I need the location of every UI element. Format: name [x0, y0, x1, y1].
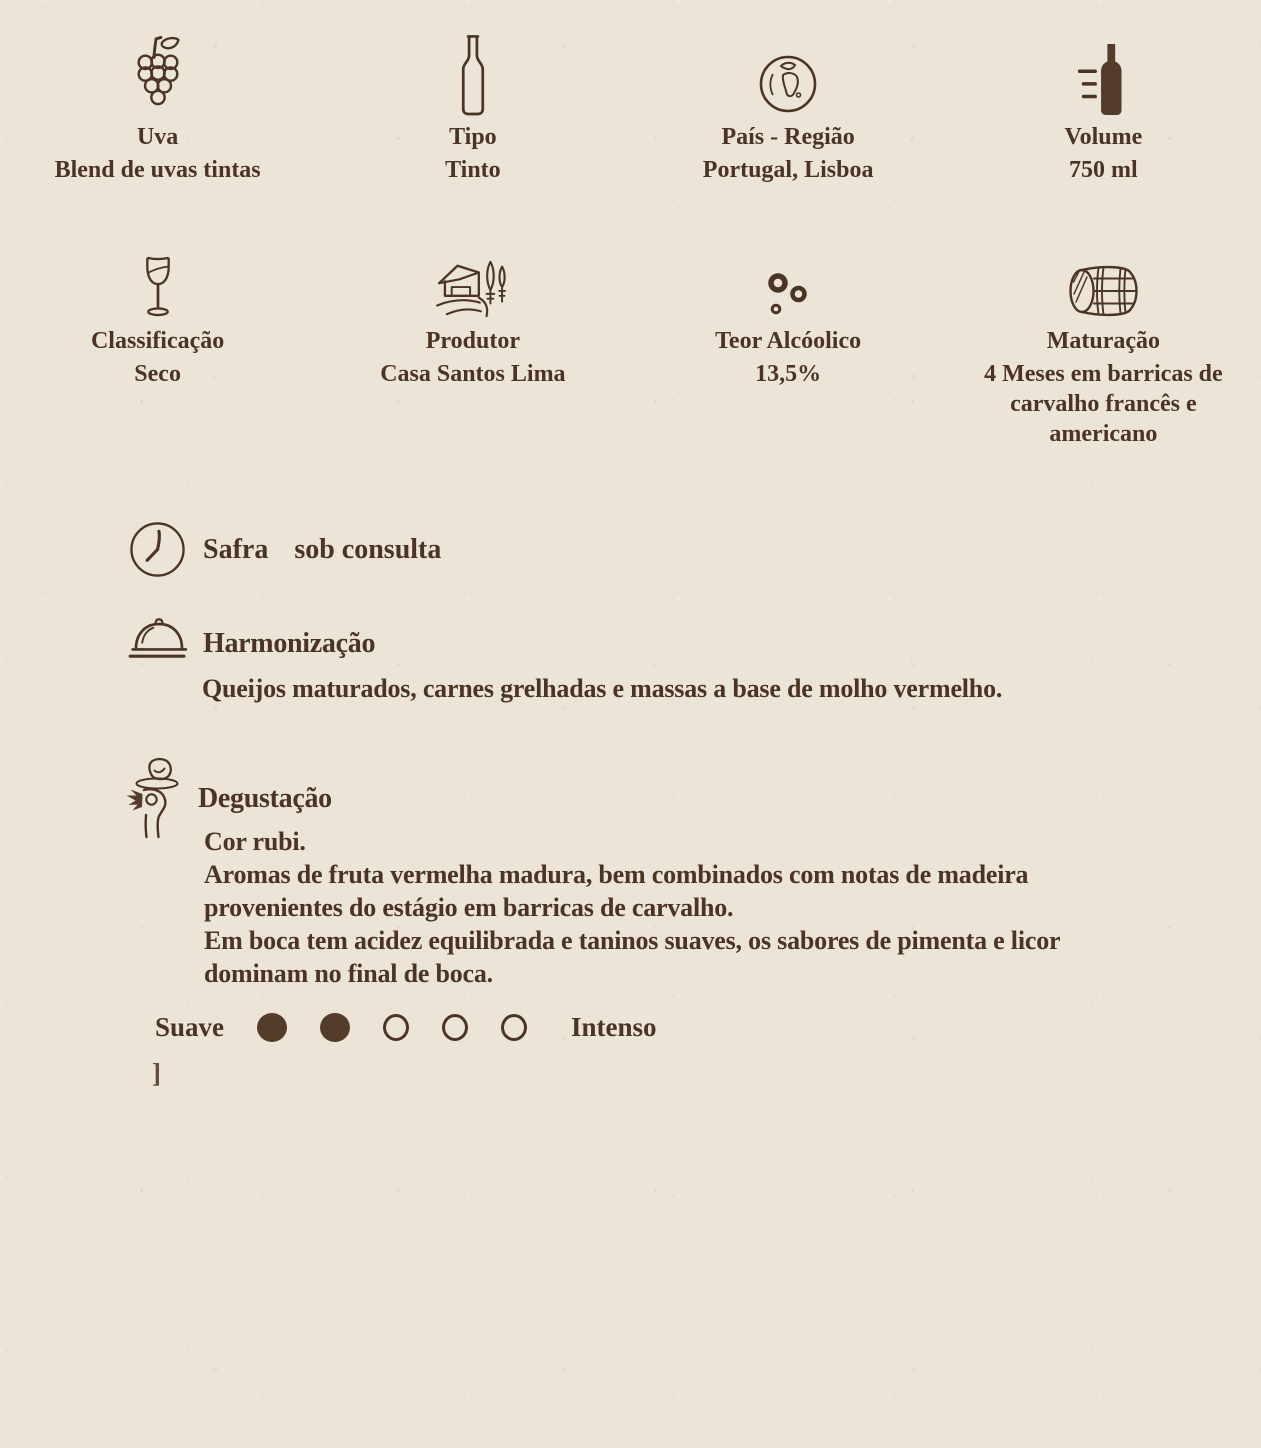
degustacao-section	[124, 757, 1134, 988]
attr-value: Tinto	[445, 157, 501, 183]
volume-icon	[1075, 30, 1131, 116]
harmonizacao-text: Queijos maturados, carnes grelhadas e massas a base de molho vermelho.	[202, 674, 1003, 703]
globe-icon	[756, 30, 820, 116]
tasting-hand-icon	[124, 757, 184, 841]
attr-volume	[946, 30, 1261, 185]
attr-label: Produtor	[425, 328, 520, 354]
intensity-scale	[155, 1008, 657, 1046]
attributes-row-1	[0, 30, 1261, 185]
bubbles-icon	[765, 252, 811, 320]
wine-bottle-icon	[456, 30, 490, 116]
intensity-dot-2	[320, 1013, 350, 1042]
attr-value: Portugal, Lisboa	[702, 157, 874, 183]
degustacao-text	[204, 825, 1084, 990]
stray-bracket-mark: ]	[152, 1058, 161, 1088]
attr-tipo	[315, 30, 630, 185]
wine-glass-icon	[134, 252, 182, 320]
attr-pais-regiao	[631, 30, 946, 185]
degustacao-line: Em boca tem acidez equilibrada e taninos suaves, os sabores de pimenta e licor dominam no final de boca.	[204, 926, 1060, 988]
barrel-icon	[1067, 252, 1139, 320]
harmonizacao-section	[128, 612, 1082, 705]
attr-label: País - Região	[721, 124, 855, 150]
safra-label: Safra	[203, 533, 269, 565]
attr-label: Maturação	[1046, 328, 1161, 354]
attr-maturacao	[946, 252, 1261, 449]
intensity-dots	[257, 1013, 527, 1042]
attr-value: Casa Santos Lima	[380, 361, 566, 387]
winery-icon	[434, 252, 512, 320]
attr-value: 4 Meses em barricas de carvalho francês e americano	[984, 361, 1223, 447]
grapes-icon	[128, 30, 188, 116]
safra-section	[129, 521, 441, 578]
cloche-icon	[128, 612, 190, 660]
scale-left-label: Suave	[155, 1011, 225, 1042]
intensity-dot-3	[383, 1014, 409, 1041]
attr-value: Blend de uvas tintas	[54, 157, 261, 183]
attr-uva	[0, 30, 315, 185]
intensity-dot-4	[442, 1014, 468, 1041]
attr-label: Classificação	[90, 328, 225, 354]
degustacao-line: Aromas de fruta vermelha madura, bem combinados com notas de madeira provenientes do estágio em barricas de carvalho.	[204, 860, 1029, 922]
attr-value: 750 ml	[1069, 157, 1138, 183]
attr-label: Teor Alcóolico	[715, 328, 862, 354]
scale-right-label: Intenso	[571, 1011, 657, 1042]
attr-label: Uva	[136, 124, 179, 150]
attr-classificacao	[0, 252, 315, 449]
degustacao-line: Cor rubi.	[204, 827, 306, 856]
attr-value: 13,5%	[755, 361, 822, 387]
intensity-dot-1	[257, 1013, 287, 1042]
degustacao-title: Degustação	[198, 783, 332, 814]
attributes-row-2	[0, 252, 1261, 449]
clock-icon	[129, 521, 186, 578]
attr-label: Volume	[1064, 124, 1143, 150]
harmonizacao-title: Harmonização	[203, 628, 376, 659]
safra-value: sob consulta	[294, 533, 442, 565]
intensity-dot-5	[501, 1014, 527, 1041]
attr-label: Tipo	[449, 124, 497, 150]
attr-value: Seco	[134, 361, 181, 387]
attr-produtor	[315, 252, 630, 449]
attr-teor-alcoolico	[631, 252, 946, 449]
